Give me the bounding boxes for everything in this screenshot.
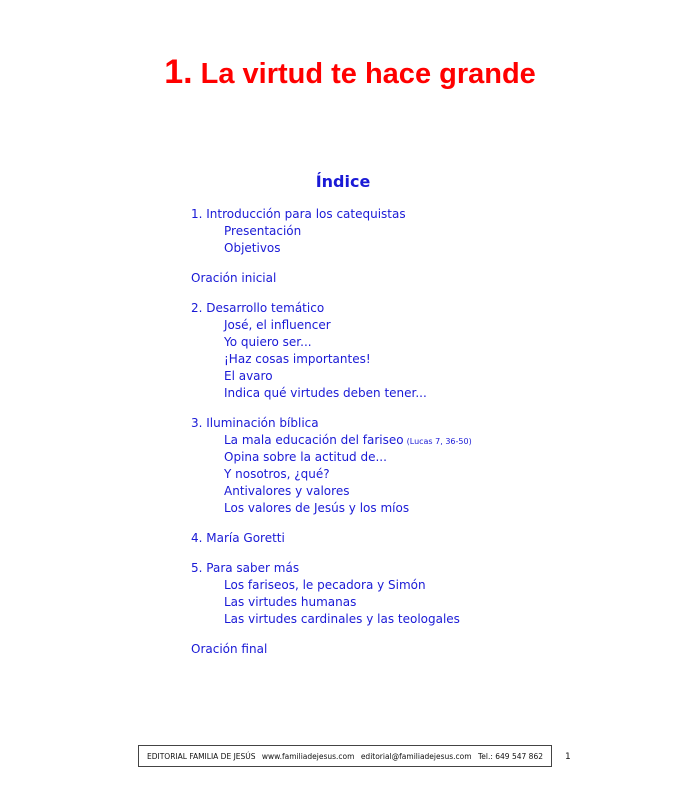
toc-item: [191, 466, 472, 483]
toc-item-label: José, el influencer: [224, 318, 331, 332]
toc-item: [191, 223, 472, 240]
toc-heading: 3. Iluminación bíblica: [191, 416, 319, 430]
toc-item-label: Las virtudes cardinales y las teologales: [224, 612, 460, 626]
toc-section: [191, 415, 472, 517]
toc-item: [191, 334, 472, 351]
toc-item-label: Las virtudes humanas: [224, 595, 357, 609]
toc-item-label: Los valores de Jesús y los míos: [224, 501, 410, 515]
toc-item-label: Presentación: [224, 224, 302, 238]
toc-section: [191, 300, 472, 402]
toc-heading: Oración final: [191, 642, 268, 656]
toc-item: [191, 385, 472, 402]
toc-item-label: El avaro: [224, 369, 273, 383]
toc-item: [191, 317, 472, 334]
toc-item: [191, 500, 472, 517]
toc-item: [191, 577, 472, 594]
toc-section: [191, 530, 472, 547]
toc-item: [191, 611, 472, 628]
toc-item-label: ¡Haz cosas importantes!: [224, 352, 371, 366]
toc-item: [191, 368, 472, 385]
footer-publisher: EDITORIAL FAMILIA DE JESÚS: [147, 751, 256, 761]
toc-section: [191, 206, 472, 257]
page-title: [0, 52, 700, 94]
index-heading: Índice: [315, 172, 371, 191]
bible-reference: (Lucas 7, 36-50): [406, 437, 472, 446]
toc-item-label: Los fariseos, le pecadora y Simón: [224, 578, 426, 592]
footer-phone: Tel.: 649 547 862: [477, 751, 543, 761]
toc-item-label: Antivalores y valores: [224, 484, 350, 498]
toc-heading: 1. Introducción para los catequistas: [191, 207, 406, 221]
toc-item: [191, 240, 472, 257]
table-of-contents: [191, 206, 472, 671]
footer-email[interactable]: editorial@familiadejesus.com: [360, 751, 472, 761]
footer-bar: [138, 745, 552, 767]
toc-heading: 2. Desarrollo temático: [191, 301, 325, 315]
toc-section: [191, 560, 472, 628]
toc-item: [191, 351, 472, 368]
toc-item-label: Indica qué virtudes deben tener...: [224, 386, 427, 400]
toc-heading: Oración inicial: [191, 271, 277, 285]
toc-item: [191, 432, 472, 449]
toc-item-label: Opina sobre la actitud de...: [224, 450, 387, 464]
title-number: 1.: [164, 53, 193, 91]
toc-heading: 5. Para saber más: [191, 561, 300, 575]
toc-section: [191, 641, 472, 658]
toc-heading: 4. María Goretti: [191, 531, 285, 545]
title-text: La virtud te hace grande: [200, 58, 536, 90]
page-number: 1: [565, 752, 571, 762]
toc-item-label: Y nosotros, ¿qué?: [224, 467, 330, 481]
toc-item-label: Yo quiero ser...: [224, 335, 312, 349]
toc-item-label: Objetivos: [224, 241, 281, 255]
toc-item: [191, 483, 472, 500]
toc-item-label: La mala educación del fariseo: [224, 433, 404, 447]
toc-section: [191, 270, 472, 287]
toc-item: [191, 449, 472, 466]
footer-website[interactable]: www.familiadejesus.com: [261, 751, 355, 761]
toc-item: [191, 594, 472, 611]
